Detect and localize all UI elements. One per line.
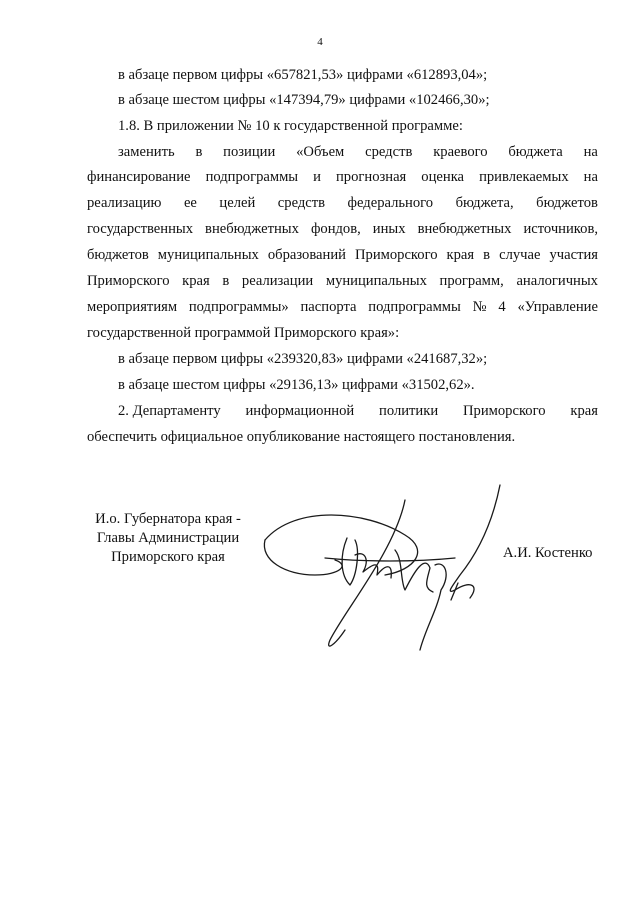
item-2-line-1 [118, 403, 598, 420]
word: края [446, 247, 475, 263]
word: бюджетов [87, 247, 149, 263]
word: № [472, 299, 487, 315]
word: 2. Департаменту [118, 403, 221, 419]
justified-line-5 [87, 247, 598, 264]
word: в [222, 273, 230, 289]
word: информационной [245, 403, 355, 419]
word: мероприятиям [87, 299, 178, 315]
word: заменить [118, 144, 175, 160]
handwritten-signature [255, 480, 505, 660]
word: бюджетов [536, 195, 598, 211]
word: муниципальных [325, 273, 427, 289]
word: средств [365, 144, 413, 160]
word: оценка [421, 169, 465, 185]
justified-line-4 [87, 221, 598, 238]
word: 4 [498, 299, 506, 315]
word: паспорта [300, 299, 357, 315]
word: в [483, 247, 491, 263]
word: краевого [433, 144, 488, 160]
word: и [313, 169, 321, 185]
word: участия [549, 247, 598, 263]
word: края [570, 403, 598, 419]
justified-line-3 [87, 195, 598, 212]
word: иных [372, 221, 406, 237]
text-line-11: государственной программой Приморского края»: [87, 325, 400, 341]
word: средств [277, 195, 326, 211]
word: федерального [347, 195, 434, 211]
word: «Управление [517, 299, 598, 315]
justified-line-7 [87, 299, 598, 316]
word: Приморского [354, 247, 438, 263]
word: фондов, [310, 221, 361, 237]
word: программ, [439, 273, 504, 289]
page-number: 4 [317, 36, 323, 48]
signatory-title-line-2: Главы Администрации [96, 530, 240, 546]
word: бюджета, [455, 195, 514, 211]
word: целей [219, 195, 256, 211]
word: внебюджетных [205, 221, 299, 237]
word: Приморского [463, 403, 546, 419]
word: края [182, 273, 210, 289]
word: на [583, 144, 598, 160]
word: Приморского [87, 273, 170, 289]
text-line-2: в абзаце шестом цифры «147394,79» цифрами «102466,30»; [118, 92, 490, 108]
word: политики [379, 403, 439, 419]
word: ее [183, 195, 197, 211]
text-line-12: в абзаце первом цифры «239320,83» цифрами «241687,32»; [118, 351, 488, 367]
word: источников, [523, 221, 598, 237]
word: бюджета [508, 144, 563, 160]
text-line-3: 1.8. В приложении № 10 к государственной программе: [118, 118, 463, 134]
word: подпрограммы [368, 299, 461, 315]
word: в [195, 144, 203, 160]
word: подпрограммы [205, 169, 299, 185]
text-line-1: в абзаце первом цифры «657821,53» цифрами «612893,04»; [118, 67, 488, 83]
item-2-line-2: обеспечить официальное опубликование настоящего постановления. [87, 429, 516, 445]
justified-line-6 [87, 273, 598, 290]
text-line-13: в абзаце шестом цифры «29136,13» цифрами «31502,62». [118, 377, 475, 393]
word: позиции [223, 144, 276, 160]
word: государственных [87, 221, 194, 237]
word: «Объем [296, 144, 345, 160]
word: реализацию [87, 195, 162, 211]
justified-line-2 [87, 169, 598, 186]
word: подпрограммы» [188, 299, 289, 315]
word: случае [499, 247, 541, 263]
word: прогнозная [336, 169, 407, 185]
word: финансирование [87, 169, 191, 185]
word: реализации [241, 273, 314, 289]
word: привлекаемых [479, 169, 569, 185]
word: аналогичных [516, 273, 598, 289]
signatory-title [68, 510, 268, 567]
justified-line-1 [118, 144, 598, 161]
signatory-title-line-1: И.о. Губернатора края - [95, 511, 241, 527]
signatory-title-line-3: Приморского края [111, 549, 225, 565]
word: муниципальных [157, 247, 259, 263]
word: образований [267, 247, 346, 263]
word: внебюджетных [417, 221, 512, 237]
word: на [583, 169, 598, 185]
signatory-name: А.И. Костенко [503, 545, 593, 561]
